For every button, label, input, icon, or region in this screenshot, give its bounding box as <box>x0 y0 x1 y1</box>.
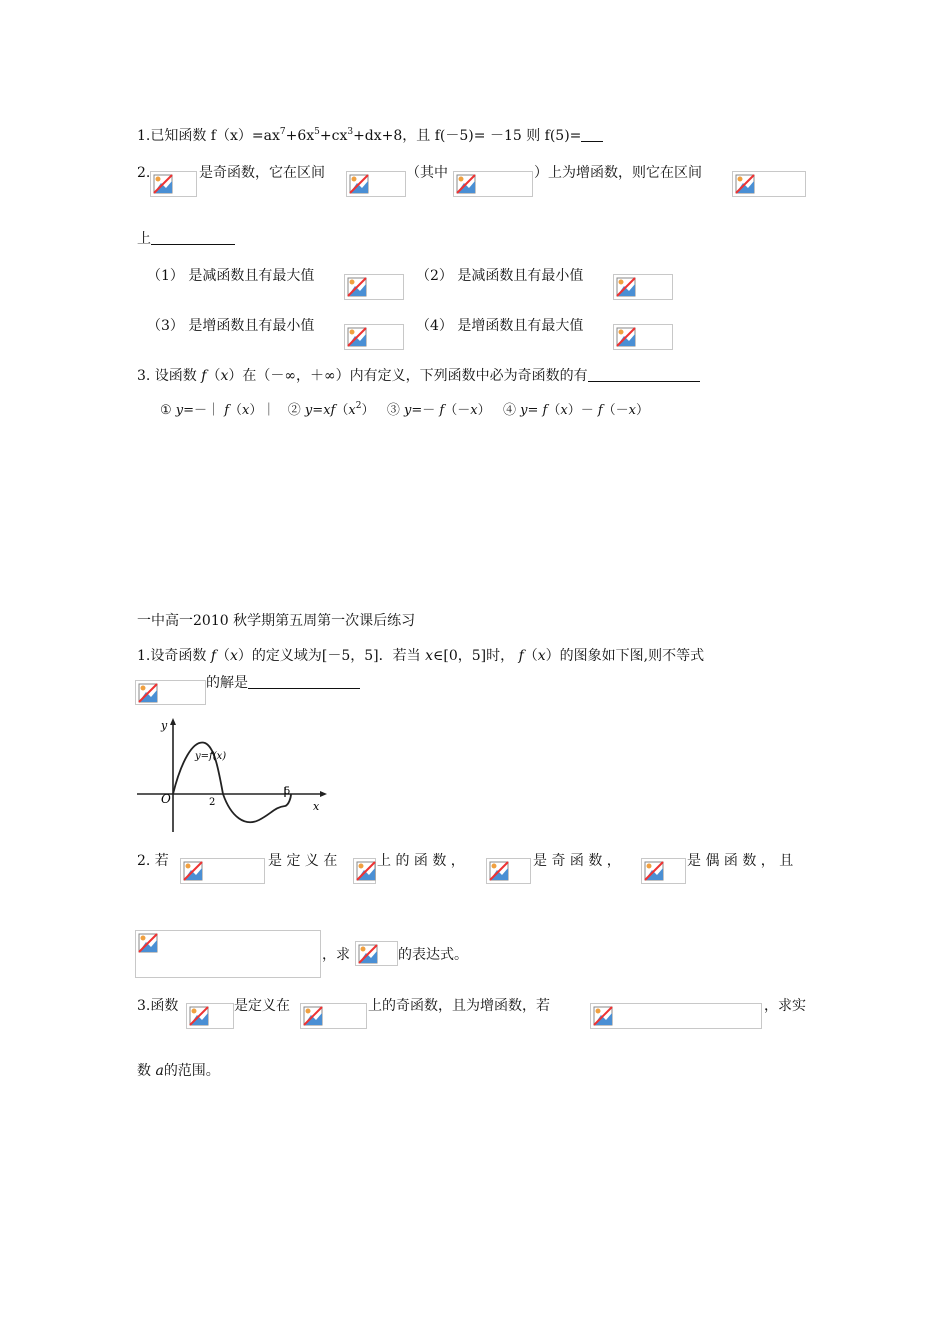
question-3: 3. 设函数 f（x）在（－∞，＋∞）内有定义，下列函数中必为奇函数的有 <box>137 366 700 386</box>
broken-image-icon <box>641 858 686 884</box>
broken-image-icon <box>180 858 265 884</box>
question-2-line: 2. <box>137 165 151 181</box>
broken-image-icon <box>344 324 404 350</box>
broken-image-icon <box>353 858 376 884</box>
option-3: （3） 是增函数且有最小值 <box>147 318 315 334</box>
section-question-2-d: 是 奇 函 数 ， <box>533 853 621 869</box>
broken-image-icon <box>613 274 673 300</box>
answer-blank <box>581 127 603 142</box>
answer-blank <box>151 230 235 245</box>
broken-image-icon <box>453 171 533 197</box>
y-axis-label: y <box>161 719 168 732</box>
question-2-text-d: 上 <box>137 229 235 249</box>
section-question-3: 3.函数 <box>137 998 179 1014</box>
section-question-2-b: 是 定 义 在 <box>268 853 338 869</box>
section-question-3-b: 是定义在 <box>234 998 290 1014</box>
option-4: （4） 是增函数且有最大值 <box>416 318 584 334</box>
broken-image-icon <box>613 324 673 350</box>
answer-blank <box>248 674 360 689</box>
broken-image-icon <box>300 1003 367 1029</box>
broken-image-icon <box>135 930 321 978</box>
function-graph <box>135 717 329 835</box>
question-2-text-b: （其中 <box>406 165 448 181</box>
section-question-2-g: 的表达式。 <box>398 947 468 963</box>
broken-image-icon <box>150 171 197 197</box>
broken-image-icon <box>186 1003 234 1029</box>
broken-image-icon <box>135 680 206 705</box>
question-3-options: ① y=－｜ f（x）｜ ② $y=xf(x^2)$ ③ y=－ f（－x） ④ y= f（x）－ f（－x） <box>160 401 650 418</box>
section-question-1-b: 的解是 <box>206 673 360 693</box>
section-question-2-f: ，求 <box>322 947 350 963</box>
section-question-2: 2. 若 <box>137 853 169 869</box>
broken-image-icon <box>346 171 406 197</box>
question-2-text-a: 是奇函数，它在区间 <box>199 165 325 181</box>
origin-label: O <box>161 792 171 806</box>
function-curve <box>173 743 291 823</box>
answer-blank <box>588 367 700 382</box>
y-axis-arrow <box>170 718 176 725</box>
broken-image-icon <box>590 1003 762 1029</box>
broken-image-icon <box>344 274 404 300</box>
broken-image-icon <box>732 171 806 197</box>
broken-image-icon <box>486 858 531 884</box>
question-1: 1.已知函数 $f(x)=ax^7+6x^5+cx^3+dx+8$，且 f(－5)= －15 则 f(5)= <box>137 126 603 146</box>
section-question-2-e: 是 偶 函 数 ， 且 <box>687 853 794 869</box>
option-1: （1） 是减函数且有最大值 <box>147 268 315 284</box>
tick-label-5: 5 <box>284 786 291 797</box>
section-question-1: 1.设奇函数 f（x）的定义域为[－5，5]．若当 x∈[0，5]时， f（x）的图象如下图,则不等式 <box>137 648 705 664</box>
broken-image-icon <box>355 941 398 966</box>
section-title: 一中高一2010 秋学期第五周第一次课后练习 <box>137 613 416 629</box>
tick-label-2: 2 <box>209 797 216 808</box>
curve-label: y=f(x) <box>195 751 227 762</box>
section-question-3-d: ，求实 <box>764 998 806 1014</box>
option-2: （2） 是减函数且有最小值 <box>416 268 584 284</box>
x-axis-label: x <box>313 800 320 813</box>
section-question-3-c: 上的奇函数，且为增函数，若 <box>368 998 550 1014</box>
question-2-text-c: ）上为增函数，则它在区间 <box>534 165 702 181</box>
section-question-2-c: 上 的 函 数 ， <box>377 853 465 869</box>
section-question-3-e: 数 a的范围。 <box>137 1063 220 1079</box>
x-axis-arrow <box>320 791 327 797</box>
